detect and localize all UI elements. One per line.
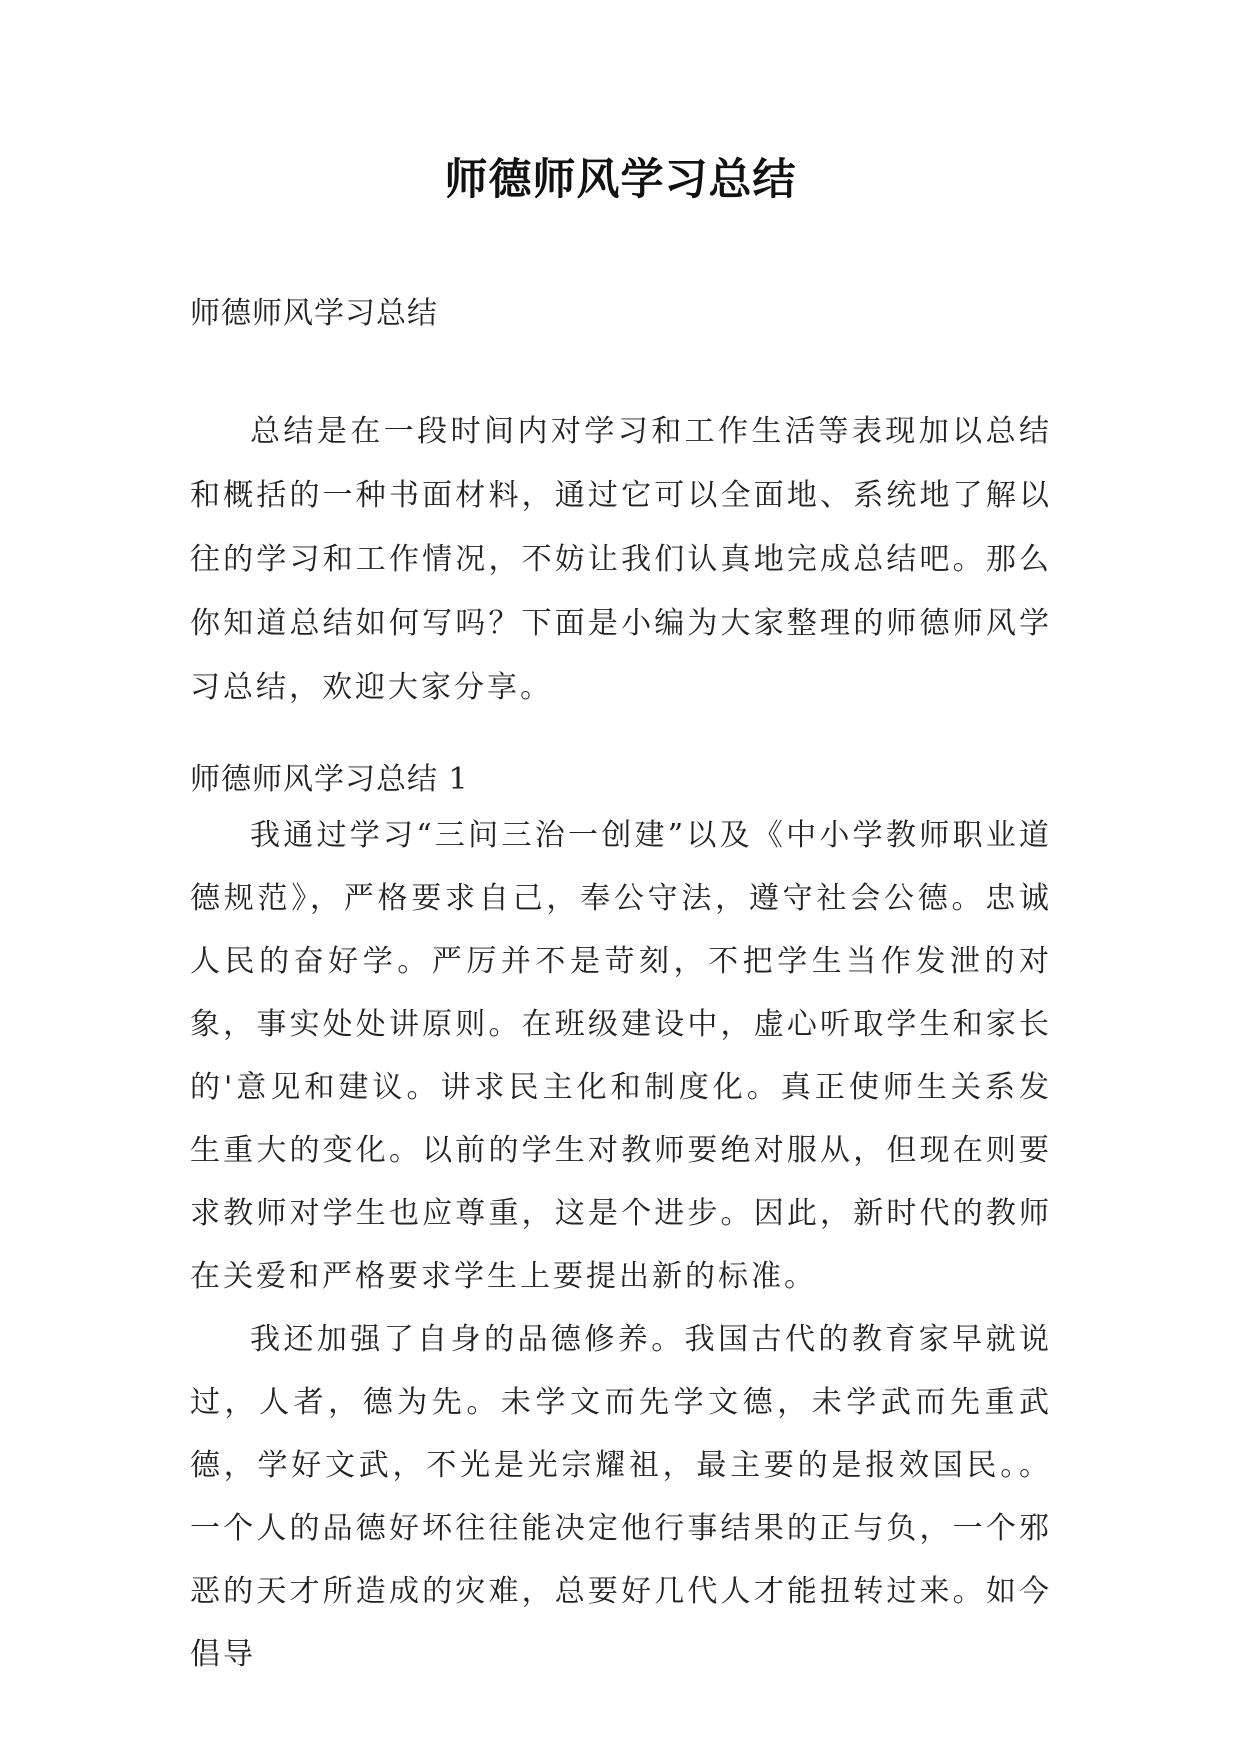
body-paragraph: 我还加强了自身的品德修养。我国古代的教育家早就说过，人者，德为先。未学文而先学文德，未学武而先重武德，学好文武，不光是光宗耀祖，最主要的是报效国民。。一个人的品德好坏往往能决定他行事结果的正与负，一个邪恶的天才所造成的灾难，总要好几代人才能扭转过来。如今倡导 <box>190 1322 1052 1672</box>
document-title: 师德师风学习总结 <box>444 155 797 205</box>
body-paragraph: 我通过学习“三问三治一创建”以及《中小学教师职业道德规范》，严格要求自己，奉公守法，遵守社会公德。忠诚人民的奋好学。严厉并不是苛刻，不把学生当作发泄的对象，事实处处讲原则。在班级建设中，虚心听取学生和家长的'意见和建议。讲求民主化和制度化。真正使师生关系发生重大的变化。以前的学生对教师要绝对服从，但现在则要求教师对学生也应尊重，这是个进步。因此，新时代的教师在关爱和严格要求学生上要提出新的标准。 <box>190 818 1052 1294</box>
document-subtitle: 师德师风学习总结 <box>190 296 438 331</box>
section-heading: 师德师风学习总结 1 <box>190 762 469 797</box>
intro-paragraph: 总结是在一段时间内对学习和工作生活等表现加以总结和概括的一种书面材料，通过它可以全面地、系统地了解以往的学习和工作情况，不妨让我们认真地完成总结吧。那么你知道总结如何写吗？下面是小编为大家整理的师德师风学习总结，欢迎大家分享。 <box>190 414 1052 705</box>
section-body <box>190 804 1052 1686</box>
